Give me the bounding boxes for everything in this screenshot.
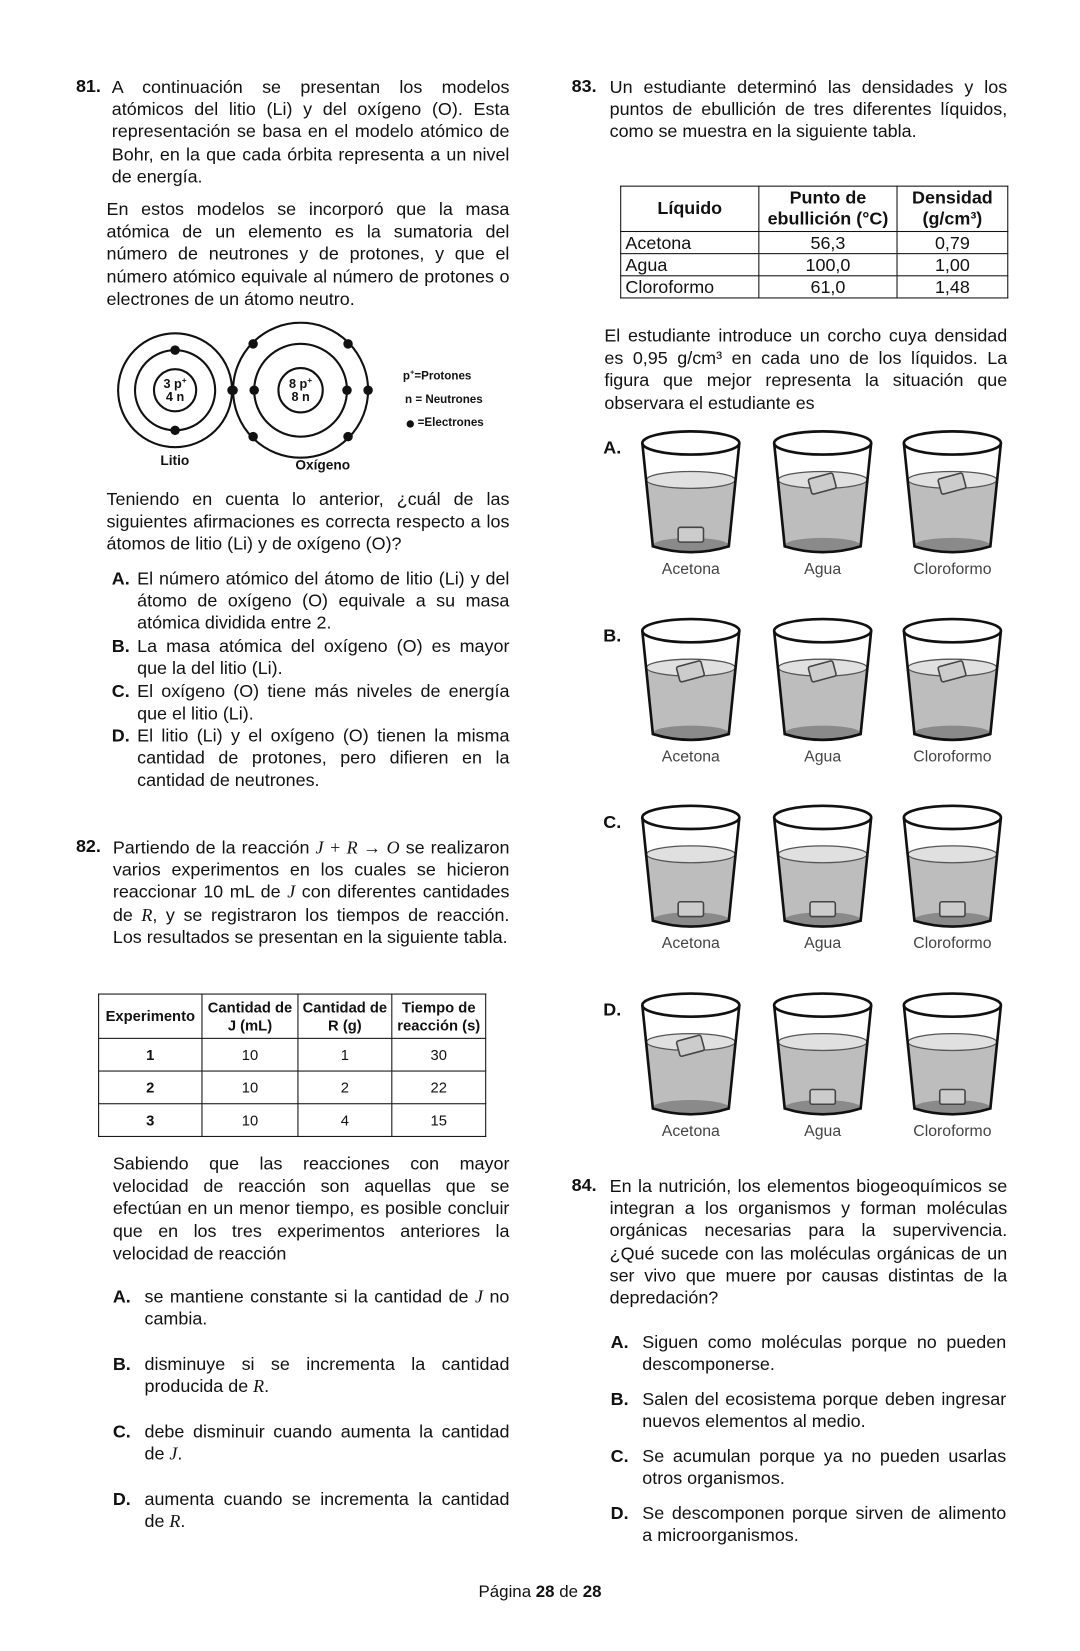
oxigeno-label: Oxígeno [295, 456, 351, 473]
legend-protones: p+=Protones [402, 369, 472, 383]
q82-option-a[interactable]: A. se mantiene constante si la cantidad de J no cambia. [112, 1286, 510, 1330]
cell: 100,0 [759, 254, 897, 276]
header-cell: Experimento [99, 994, 202, 1038]
q84-option-b[interactable]: B. Salen del ecosistema porque deben ingresar nuevos elementos al medio. [610, 1389, 1007, 1432]
cell: 30 [392, 1038, 486, 1071]
reaction-formula: J + R → O [315, 837, 400, 858]
beaker-acetona [638, 802, 743, 944]
table-row [99, 1038, 486, 1071]
cell: 22 [392, 1071, 486, 1104]
beaker-agua [770, 615, 875, 757]
cork-icon [678, 902, 703, 917]
header-cell: Cantidad de J (mL) [202, 994, 298, 1038]
beaker-acetona [638, 615, 743, 757]
legend-neutrones: n = Neutrones [405, 393, 483, 407]
beaker-agua [770, 802, 875, 944]
beaker-cloroformo [900, 615, 1005, 757]
table-header-row [99, 994, 486, 1038]
liquid-label: Acetona [661, 1122, 720, 1141]
question-number: 82. [75, 836, 101, 857]
q82-para: Sabiendo que las reacciones con mayor velocidad de reacción son aquellas que se efectúan en un menor tiempo, es posible concluir que en los tres experimentos anteriores la velocidad de reacción [112, 1153, 510, 1264]
cell: 10 [202, 1071, 298, 1104]
q83-table [620, 186, 1008, 299]
table-row [621, 276, 1008, 298]
litio-label: Litio [160, 452, 190, 469]
table-row [99, 1071, 486, 1104]
cell: 1,48 [897, 276, 1008, 298]
atomic-models-figure [105, 322, 516, 480]
cork-icon [678, 527, 703, 542]
cell: Cloroformo [621, 276, 759, 298]
q84-option-c[interactable]: C. Se acumulan porque ya no pueden usarlas otros organismos. [610, 1445, 1007, 1489]
cork-icon [810, 902, 835, 917]
q81-option-c[interactable]: C. El oxígeno (O) tiene más niveles de energía que el litio (Li). [111, 681, 510, 724]
liquid-label: Cloroformo [913, 747, 992, 766]
cell: 2 [298, 1071, 392, 1104]
q81-option-d[interactable]: D. El litio (Li) y el oxígeno (O) tienen la misma cantidad de protones, pero difieren en la cantidad de neutrones. [111, 725, 510, 791]
table-header-row [621, 186, 1008, 231]
beaker-cloroformo [900, 989, 1005, 1131]
oxigeno-nucleus: 8 p+ 8 n [288, 375, 313, 404]
q81-para: En estos modelos se incorporó que la masa atómica de un elemento es la sumatoria del número de neutrones y de protones, y que el número atómico equivale al número de protones o electrones de un átomo neutro. [106, 199, 510, 309]
q82-table [98, 994, 486, 1137]
beaker-cloroformo [900, 427, 1005, 569]
question-number: 81. [75, 75, 101, 96]
q81-option-a[interactable]: A. El número atómico del átomo de litio (Li) y del átomo de oxígeno (O) equivale a su masa atómica dividida entre 2. [111, 568, 510, 634]
cork-icon [940, 902, 965, 917]
cork-icon [940, 1090, 965, 1105]
cell: 4 [298, 1104, 392, 1137]
header-cell: Cantidad de R (g) [298, 994, 392, 1038]
header-cell: Punto de ebullición (°C) [759, 186, 897, 231]
header-cell: Densidad (g/cm³) [897, 186, 1008, 231]
cell: 15 [392, 1104, 486, 1137]
beaker-acetona [638, 989, 743, 1131]
beaker-agua [770, 989, 875, 1131]
cork-icon [810, 1090, 835, 1105]
q81-question: Teniendo en cuenta lo anterior, ¿cuál de las siguientes afirmaciones es correcta respecto a los átomos de litio (Li) y de oxígeno (O)? [106, 489, 510, 555]
q84-intro: En la nutrición, los elementos biogeoquímicos se integran a los organismos y forman moléculas orgánicas necesarias para la supervivencia. ¿Qué sucede con las moléculas orgánicas de un ser vivo que muere por causas distintas de la depredación? [609, 1175, 1008, 1308]
cell: 3 [99, 1104, 202, 1137]
table-row [621, 232, 1008, 254]
option-letter[interactable]: B. [603, 625, 622, 646]
q82-intro: Partiendo de la reacción J + R → O se realizaron varios experimentos en los cuales se hicieron reaccionar 10 mL de J con diferentes cantidades de R, y se registraron los tiempos de reacción. Los resultados se presentan en la siguiente tabla. [112, 837, 510, 947]
litio-nucleus: 3 p+ 4 n [163, 375, 187, 404]
header-cell: Tiempo de reacción (s) [392, 994, 486, 1038]
q81-option-b[interactable]: B. La masa atómica del oxígeno (O) es mayor que la del litio (Li). [111, 635, 510, 679]
q82-option-d[interactable]: D. aumenta cuando se incrementa la cantidad de R. [112, 1489, 510, 1532]
option-letter[interactable]: D. [603, 999, 622, 1020]
beaker-agua [770, 427, 875, 569]
cell: 56,3 [759, 232, 897, 254]
page-footer: Página 28 de 28 [478, 1583, 602, 1602]
question-number: 84. [571, 1174, 597, 1195]
liquid-label: Agua [804, 934, 842, 953]
liquid-label: Acetona [661, 934, 720, 953]
cell: Acetona [621, 232, 759, 254]
header-cell: Líquido [621, 186, 759, 231]
q81-intro: A continuación se presentan los modelos atómicos del litio (Li) y del oxígeno (O). Esta representación se basa en el modelo atómico de Bohr, en la que cada órbita representa a un nivel de energía. [111, 76, 510, 187]
liquid-label: Agua [804, 560, 842, 578]
liquid-label: Cloroformo [913, 934, 992, 953]
beaker-acetona [638, 427, 743, 569]
liquid-label: Agua [804, 747, 842, 766]
liquid-label: Cloroformo [913, 560, 992, 578]
liquid-label: Acetona [661, 560, 720, 578]
q82-option-c[interactable]: C. debe disminuir cuando aumenta la cantidad de J. [112, 1421, 510, 1465]
q84-option-d[interactable]: D. Se descomponen porque sirven de alimento a microorganismos. [610, 1502, 1007, 1546]
cell: 10 [202, 1038, 298, 1071]
cell: 1 [99, 1038, 202, 1071]
beaker-cloroformo [900, 802, 1005, 944]
liquid-label: Cloroformo [913, 1122, 992, 1141]
cell: Agua [621, 254, 759, 276]
q83-intro: Un estudiante determinó las densidades y los puntos de ebullición de tres diferentes líquidos, como se muestra en la siguiente tabla. [609, 76, 1008, 142]
cell: 2 [99, 1071, 202, 1104]
legend-electrones: =Electrones [417, 416, 484, 430]
q82-option-b[interactable]: B. disminuye si se incrementa la cantidad producida de R. [112, 1354, 510, 1397]
cell: 1 [298, 1038, 392, 1071]
table-row [621, 254, 1008, 276]
table-row [99, 1104, 486, 1137]
option-letter[interactable]: A. [603, 437, 622, 458]
option-letter[interactable]: C. [603, 812, 622, 833]
liquid-label: Agua [804, 1122, 842, 1141]
question-number: 83. [571, 75, 597, 96]
liquid-label: Acetona [661, 747, 720, 766]
q83-para: El estudiante introduce un corcho cuya densidad es 0,95 g/cm³ en cada uno de los líquidos. La figura que mejor representa la situación que observara el estudiante es [604, 325, 1008, 414]
cell: 61,0 [759, 276, 897, 298]
cell: 10 [202, 1104, 298, 1137]
cell: 0,79 [897, 232, 1008, 254]
q84-option-a[interactable]: A. Siguen como moléculas porque no pueden descomponerse. [610, 1332, 1007, 1375]
cell: 1,00 [897, 254, 1008, 276]
